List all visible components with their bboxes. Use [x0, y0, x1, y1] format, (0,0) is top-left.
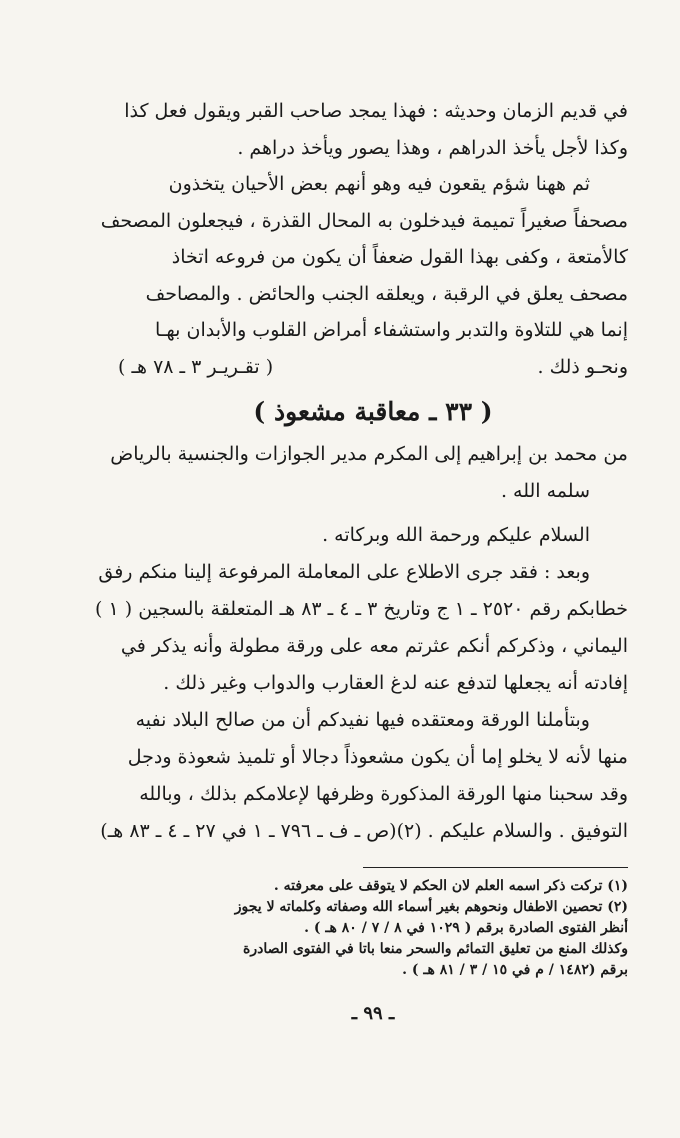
intro-paragraph: [118, 96, 628, 169]
source-reference: ( تقـريـر ٣ ـ ٧٨ هـ ): [118, 355, 274, 378]
text-line: إنما هي للتلاوة والتدبر واستشفاء أمراض القلوب والأبدان بهـا: [155, 319, 628, 341]
footnote-separator: [363, 867, 628, 868]
closing-text: التوفيق . والسلام عليكم . (٢): [396, 819, 628, 842]
page-number: ـ ٩٩ ـ: [351, 1002, 395, 1024]
text-line: وكذا لأجل يأخذ الدراهم ، وهذا يصور ويأخذ دراهم .: [237, 136, 628, 159]
text-line: مصحفاً صغيراً تميمة فيدخلون به المحال القذرة ، فيجعلون المصحف: [100, 209, 628, 232]
source-reference: (ص ـ ف ـ ٧٩٦ ـ ١ في ٢٧ ـ ٤ ـ ٨٣ هـ): [100, 819, 397, 842]
book-page: [95, 96, 628, 1024]
footnote: (١) تركت ذكر اسمه العلم لان الحكم لا يتوقف على معرفته .: [273, 877, 628, 894]
paragraph-amulet-mushaf: [100, 169, 628, 385]
text-line: إفادته أنه يجعلها لتدفع عنه لدغ العقارب والدواب وغير ذلك .: [163, 671, 628, 694]
text-line: وبعد : فقد جرى الاطلاع على المعاملة المرفوعة إلينا منكم رفق: [98, 560, 590, 583]
text-line: منها لأنه لا يخلو إما أن يكون مشعوذاً دجالا أو تلميذ شعوذة ودجل: [127, 745, 628, 768]
text-fragment: ونحـو ذلك .: [537, 355, 628, 378]
text-line: مصحف يعلق في الرقبة ، ويعلقه الجنب والحائض . والمصاحف: [145, 282, 628, 305]
footnote: وكذلك المنع من تعليق التمائم والسحر منعا باتا في الفتوى الصادرة: [243, 940, 628, 957]
footnote: (٢) تحصين الاطفال ونحوهم بغير أسماء الله وصفاته وكلماته لا يجوز: [234, 898, 628, 915]
text-line: وبتأملنا الورقة ومعتقده فيها نفيدكم أن من صالح البلاد نفيه: [135, 708, 590, 731]
section-heading: ( ٣٣ ـ معاقبة مشعوذ ): [253, 396, 493, 426]
text-line: كالأمتعة ، وكفى بهذا القول ضعفاً أن يكون من فروعه اتخاذ: [171, 246, 628, 268]
letter-address: [110, 439, 628, 557]
greeting: السلام عليكم ورحمة الله وبركاته .: [322, 523, 590, 546]
text-line: سلمه الله .: [500, 479, 590, 502]
text-line: في قديم الزمان وحديثه : فهذا يمجد صاحب القبر ويقول فعل كذا: [124, 100, 628, 122]
text-line: اليماني ، وذكركم أنكم عثرتم معه على ورقة مطولة وأنه يذكر في: [120, 634, 628, 657]
text-line: من محمد بن إبراهيم إلى المكرم مدير الجوازات والجنسية بالرياض: [110, 442, 628, 465]
letter-body: [95, 557, 628, 853]
text-line-with-reference: [118, 352, 628, 385]
text-line: خطابكم رقم ٢٥٢٠ ـ ١ ج وتاريخ ٣ ـ ٤ ـ ٨٣ هـ المتعلقة بالسجين ( ١ ): [95, 597, 628, 620]
footnotes: [118, 876, 628, 981]
footnote: أنظر الفتوى الصادرة برقم ( ١٠٢٩ في ٨ / ٧ / ٨٠ هـ ) .: [304, 919, 628, 936]
text-line: ثم ههنا شؤم يقعون فيه وهو أنهم بعض الأحيان يتخذون: [168, 173, 590, 195]
footnote: برقم (١٤٨٢ / م في ١٥ / ٣ / ٨١ هـ ) .: [402, 961, 628, 978]
text-line: وقد سحبنا منها الورقة المذكورة وظرفها لإعلامكم بذلك ، وبالله: [139, 782, 628, 805]
text-line-with-reference: [100, 816, 628, 853]
